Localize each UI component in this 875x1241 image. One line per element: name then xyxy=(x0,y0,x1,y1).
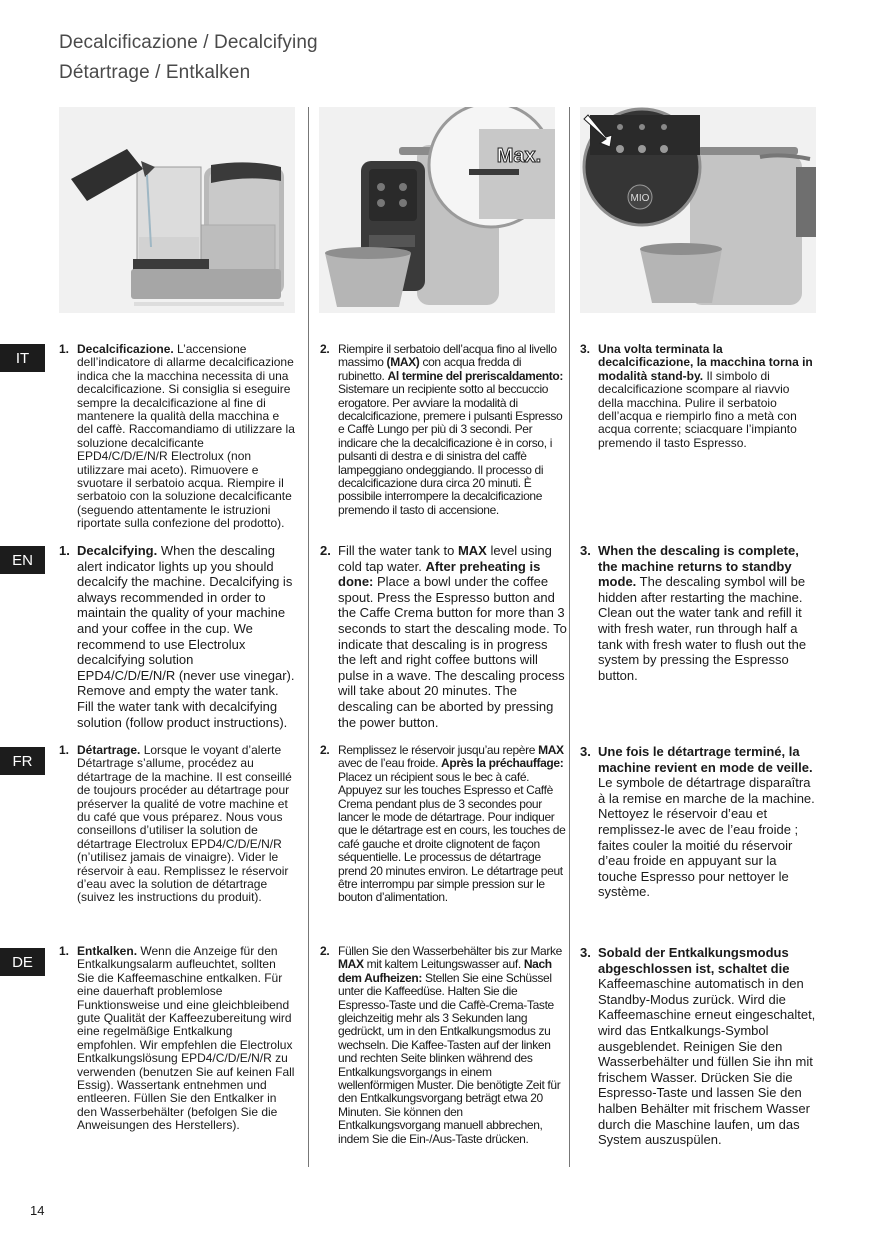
step-text: Sistemare un recipiente sotto al beccuccio erogatore. Per avviare la modalità di decalcificazione, premere i pulsanti Espresso e Caffè Lungo per più di 3 secondi. Per indicare che la decalcificazione è in corso, i pulsanti di destra e di sinistra del caffè lampeggiano ondeggiando. Il processo di decalcificazione dura circa 20 minuti. È possibile interrompere la decalcificazione premendo il tasto di accensione. xyxy=(338,382,563,517)
page-subtitle: Détartrage / Entkalken xyxy=(59,62,251,83)
it-step-2 xyxy=(320,343,567,517)
en-step-3 xyxy=(580,543,817,683)
it-step-3 xyxy=(580,343,817,450)
step-number: 3. xyxy=(580,342,591,356)
step-heading: Détartrage. xyxy=(77,743,141,757)
step-number: 3. xyxy=(580,744,591,759)
step-emphasis: Nach dem Aufheizen: xyxy=(338,957,552,985)
step-text: Riempire il serbatoio dell’acqua fino al livello massimo xyxy=(338,342,557,370)
fr-step-1 xyxy=(59,744,295,905)
step-text: Le symbole de détartrage disparaîtra à la remise en marche de la machine. Nettoyez le réservoir d’eau et remplissez-le avec de l’eau froide ; faites couler la moitié du réservoir d’eau froide en appuyant sur la touche Espresso pour nettoyer le système. xyxy=(598,775,815,900)
illustration-max-level xyxy=(319,107,555,313)
step-number: 1. xyxy=(59,944,70,958)
step-number: 3. xyxy=(580,945,591,960)
step-text: Kaffeemaschine automatisch in den Standby-Modus zurück. Wird die Kaffeemaschine erneut eingeschaltet, wird das Entkalkungs-Symbol ausgeblendet. Reinigen Sie den Wasserbehälter und füllen Sie ihn mit frischem Wasser. Drücken Sie die Espresso-Taste und lassen Sie den halben Behälter mit frischem Wasser durch die Maschine laufen, um das System auszuspülen. xyxy=(598,976,816,1148)
step-number: 1. xyxy=(59,743,70,757)
step-text: avec de l’eau froide. xyxy=(338,756,442,771)
step-number: 2. xyxy=(320,944,330,958)
step-heading: Sobald der Entkalkungsmodus abgeschlossen ist, schaltet die xyxy=(598,945,790,976)
illustration-fill-tank xyxy=(59,107,295,313)
step-emphasis: MAX xyxy=(457,543,487,558)
step-emphasis: After preheating is done: xyxy=(338,558,541,590)
en-step-1 xyxy=(59,543,295,730)
step-emphasis: MAX xyxy=(338,957,364,972)
language-tab-de: DE xyxy=(0,948,45,976)
step-text: mit kaltem Leitungswasser auf. xyxy=(363,957,524,972)
language-tab-en: EN xyxy=(0,546,45,574)
de-step-1 xyxy=(59,945,295,1133)
step-text: L’accensione dell’indicatore di allarme decalcificazione indica che la macchina necessita di una decalcificazione. Si consiglia si eseguire sempre la decalcificazione al fine di mantenere la qualità della macchina e del caffè. Raccomandiamo di utilizzare la soluzione decalcificante EPD4/C/D/E/N/R Electrolux (non utilizzare mai aceto). Rimuovere e svuotare il serbatoio acqua. Riempire il serbatoio con la soluzione decalcificante (seguendo attentamente le istruzioni riportate sulla confezione del prodotto). xyxy=(77,342,295,531)
step-heading: Decalcifying. xyxy=(77,543,158,558)
step-text: Stellen Sie eine Schüssel unter die Kaffeedüse. Halten Sie die Espresso-Taste und die Caffè-Crema-Taste gleichzeitig mehr als 3 Sekunden lang gedrückt, um in den Entkalkungsmodus zu wechseln. Die Kaffee-Tasten auf der linken und rechten Seite blinken während des Entkalkungsvorgangs in einem wellenförmigen Muster. Die benötigte Zeit für den Entkalkungsvorgang beträgt etwa 20 Minuten. Sie können den Entkalkungsvorgang manuell abbrechen, indem Sie die Ein-/Aus-Taste drücken. xyxy=(338,970,561,1146)
it-step-1 xyxy=(59,343,295,531)
step-text: The descaling symbol will be hidden after restarting the machine. Clean out the water tank and refill it with fresh water, run through half a tank with fresh water to flush out the system by pressing the Espresso button. xyxy=(598,574,807,683)
step-text: Placez un récipient sous le bec à café. Appuyez sur les touches Espresso et Caffè Crema pendant plus de 3 secondes pour lancer le mode de détartrage. Pour indiquer que le détartrage est en cours, les touches de café gauche et droite clignotent de façon séquentielle. Le processus de détartrage prend 20 minutes environ. Le détartrage peut être interrompu par simple pression sur le bouton d’alimentation. xyxy=(338,769,566,905)
language-tab-it: IT xyxy=(0,344,45,372)
mio-brand-label: MIO xyxy=(630,193,650,204)
column-divider xyxy=(569,107,570,1167)
step-text: Lorsque le voyant d’alerte Détartrage s’allume, procédez au détartrage de la machine. Il est conseillé de toujours procéder au détartrage pour préserver la qualité de votre machine et du café que vous préparez. Nous vous conseillons d’utiliser la solution de détartrage Electrolux EPD4/C/D/E/N/R (n’utilisez jamais de vinaigre). Vider le réservoir à eau. Remplissez le réservoir d’eau avec la solution de détartrage (suivez les instructions du produit). xyxy=(77,743,292,905)
step-text: Remplissez le réservoir jusqu’au repère xyxy=(338,743,539,757)
language-tab-fr: FR xyxy=(0,747,45,775)
page-number: 14 xyxy=(30,1203,45,1218)
step-heading: Una volta terminata la decalcificazione, la macchina torna in modalità stand-by. xyxy=(598,342,813,383)
step-emphasis: (MAX) xyxy=(386,355,420,370)
fr-step-3 xyxy=(580,744,817,900)
en-step-2 xyxy=(320,543,567,730)
step-text: Il simbolo di decalcificazione scompare al riavvio della macchina. Pulire il serbatoio dell’acqua e riempirlo fino a metà con acqua corrente; sciacquare l’impianto premendo il tasto Espresso. xyxy=(598,368,797,450)
step-heading: Entkalken. xyxy=(77,944,138,958)
step-text: con acqua fredda di rubinetto. xyxy=(338,355,522,383)
step-number: 1. xyxy=(59,342,70,356)
column-divider xyxy=(308,107,309,1167)
page-title: Decalcificazione / Decalcifying xyxy=(59,32,318,53)
max-label: Max. xyxy=(496,145,542,167)
step-text: Fill the water tank to xyxy=(338,543,458,558)
step-number: 2. xyxy=(320,543,331,558)
de-step-2 xyxy=(320,945,567,1146)
illustration-control-panel xyxy=(580,107,816,313)
step-number: 1. xyxy=(59,543,70,558)
step-emphasis: Al termine del preriscaldamento: xyxy=(387,368,564,383)
fr-step-2 xyxy=(320,744,567,905)
step-heading: When the descaling is complete, the machine returns to standby mode. xyxy=(598,543,799,590)
de-step-3 xyxy=(580,945,817,1148)
step-number: 2. xyxy=(320,342,330,356)
step-emphasis: MAX xyxy=(538,743,564,757)
step-text: Wenn die Anzeige für den Entkalkungsalarm aufleuchtet, sollten Sie die Kaffeemaschine entkalken. Für eine dauerhaft problemlose Funktionsweise und eine gleichbleibend gute Qualität der Kaffeezubereitung wird eine regelmäßige Entkalkung empfohlen. Wir empfehlen die Electrolux Entkalkungslösung EPD4/C/D/E/N/R zu verwenden (benutzen Sie auf keinen Fall Essig). Wassertank entnehmen und entleeren. Füllen Sie den Entkalker in den Wasserbehälter (befolgen Sie die Anweisungen des Herstellers). xyxy=(77,944,295,1133)
step-heading: Decalcificazione. xyxy=(77,342,174,356)
step-emphasis: Après la préchauffage: xyxy=(441,756,564,771)
step-text: level using cold tap water. xyxy=(338,543,552,574)
step-heading: Une fois le détartrage terminé, la machine revient en mode de veille. xyxy=(598,744,813,775)
step-number: 2. xyxy=(320,743,330,757)
step-number: 3. xyxy=(580,543,591,558)
step-text: Place a bowl under the coffee spout. Press the Espresso button and the Caffe Crema button for more than 3 seconds to start the descaling mode. To indicate that descaling is in progress the left and right coffee buttons will pulse in a wave. The descaling process will take about 20 minutes. The descaling can be aborted by pressing the power button. xyxy=(338,574,567,730)
step-text: Füllen Sie den Wasserbehälter bis zur Marke xyxy=(338,944,562,958)
step-text: When the descaling alert indicator lights up you should decalcify the machine. Decalcifying is always recommended in order to maintain the quality of your machine and your coffee in the cup. We recommend to use Electrolux decalcifying solution EPD4/C/D/E/N/R (never use vinegar). Remove and empty the water tank. Fill the water tank with decalcifying solution (follow product instructions). xyxy=(77,543,295,730)
